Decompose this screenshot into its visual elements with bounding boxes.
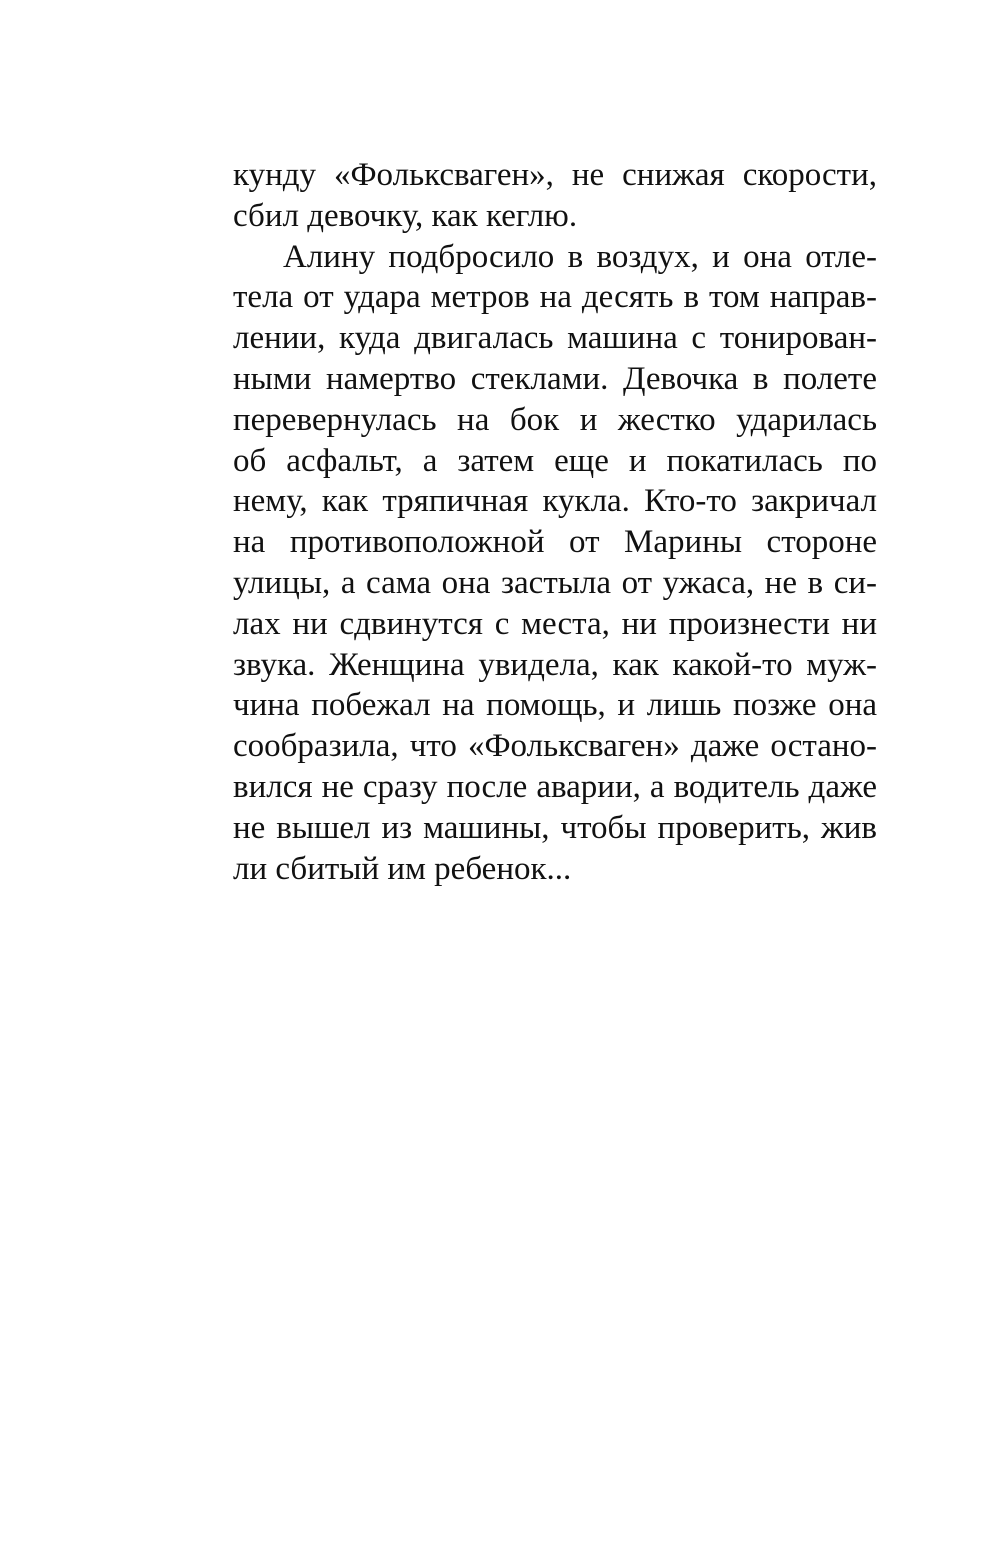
text-line: на противоположной от Марины стороне	[233, 524, 877, 561]
body-text	[233, 155, 877, 889]
paragraph-1	[233, 155, 877, 237]
paragraph-2	[233, 237, 877, 890]
text-line: об асфальт, а затем еще и покатилась по	[233, 442, 877, 479]
text-line: Алину подбросило в воздух, и она отле-	[283, 238, 877, 275]
text-line: ными намертво стеклами. Девочка в полете	[233, 360, 877, 397]
text-line: не вышел из машины, чтобы проверить, жив	[233, 809, 877, 846]
text-line: ли сбитый им ребенок...	[233, 850, 572, 887]
text-line: перевернулась на бок и жестко ударилась	[233, 401, 877, 438]
text-line: кунду «Фольксваген», не снижая скорости,	[233, 157, 877, 193]
text-line: улицы, а сама она застыла от ужаса, не в си-	[233, 564, 877, 601]
text-line: тела от удара метров на десять в том направ-	[233, 279, 877, 316]
text-line: лении, куда двигалась машина с тонирован-	[233, 320, 877, 357]
text-line: чина побежал на помощь, и лишь позже она	[233, 687, 877, 724]
text-line: сбил девочку, как кеглю.	[233, 197, 578, 234]
text-line: вился не сразу после аварии, а водитель даже	[233, 768, 877, 805]
text-line: сообразила, что «Фольксваген» даже остано-	[233, 728, 877, 765]
text-line: нему, как тряпичная кукла. Кто-то закричал	[233, 483, 877, 520]
text-line: лах ни сдвинутся с места, ни произнести ни	[233, 605, 877, 642]
text-line: звука. Женщина увидела, как какой-то муж-	[233, 646, 877, 683]
